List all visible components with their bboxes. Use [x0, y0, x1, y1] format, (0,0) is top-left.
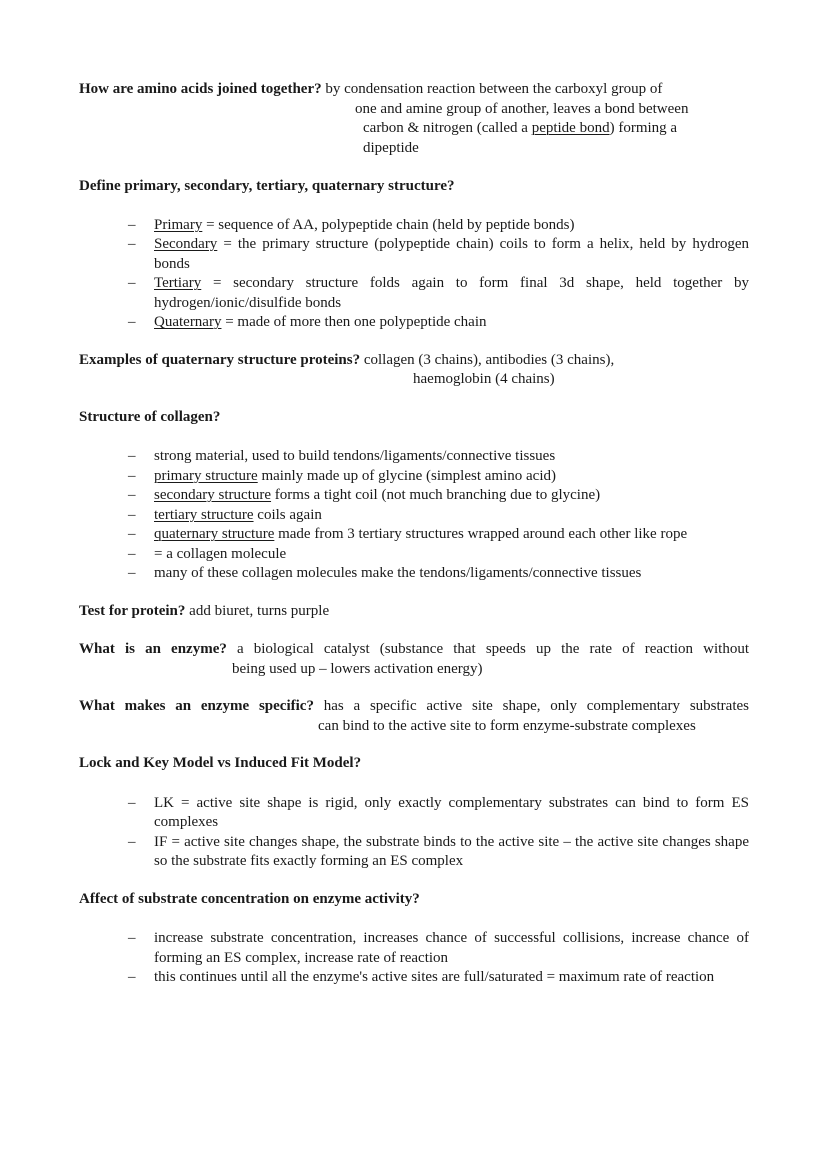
list-item: – quaternary structure made from 3 tertiary structures wrapped around each other like rope: [154, 525, 749, 545]
answer-line: add biuret, turns purple: [189, 602, 330, 619]
question: Affect of substrate concentration on enzyme activity?: [79, 890, 420, 907]
answer-line: carbon & nitrogen (called a peptide bond) forming a: [363, 120, 678, 136]
question: Lock and Key Model vs Induced Fit Model?: [79, 755, 362, 771]
bullet-list: [79, 929, 749, 988]
answer-line: one and amine group of another, leaves a bond between: [355, 100, 689, 117]
qa-enzyme-definition: [79, 640, 749, 679]
list-item: – Secondary = the primary structure (polypeptide chain) coils to form a helix, held by hydrogen bonds: [154, 235, 749, 274]
answer-line: by condensation reaction between the carboxyl group of: [325, 81, 663, 97]
list-item: – strong material, used to build tendons/ligaments/connective tissues: [154, 447, 749, 467]
answer-line: collagen (3 chains), antibodies (3 chains),: [363, 351, 615, 368]
list-item: – increase substrate concentration, increases chance of successful collisions, increase chance of forming an ES complex, increase rate of reaction: [154, 929, 749, 968]
list-item: – LK = active site shape is rigid, only exactly complementary substrates can bind to form ES complexes: [154, 794, 749, 833]
list-item: – primary structure mainly made up of glycine (simplest amino acid): [154, 467, 749, 487]
list-item: – secondary structure forms a tight coil (not much branching due to glycine): [154, 486, 749, 506]
question: Examples of quaternary structure proteins?: [79, 351, 361, 368]
bullet-list: [79, 216, 749, 333]
answer-line: haemoglobin (4 chains): [413, 371, 555, 387]
list-item: – many of these collagen molecules make the tendons/ligaments/connective tissues: [154, 564, 749, 584]
question: How are amino acids joined together?: [79, 81, 322, 97]
bullet-list: [79, 447, 749, 584]
answer-line: being used up – lowers activation energy): [232, 660, 483, 677]
list-item: – tertiary structure coils again: [154, 506, 749, 526]
question: Test for protein?: [79, 602, 186, 619]
underlined-term: peptide bond: [531, 120, 610, 136]
list-item: – Primary = sequence of AA, polypeptide chain (held by peptide bonds): [154, 216, 749, 236]
qa-enzyme-specific: [79, 697, 749, 736]
list-item: – IF = active site changes shape, the substrate binds to the active site – the active site changes shape so the substrate fits exactly forming an ES complex: [154, 833, 749, 872]
question: Structure of collagen?: [79, 408, 221, 425]
list-item: – Tertiary = secondary structure folds again to form final 3d shape, held together by hydrogen/ionic/disulfide bonds: [154, 274, 749, 313]
answer-line: a biological catalyst (substance that speeds up the rate of reaction without: [236, 641, 749, 657]
list-item: – Quaternary = made of more then one polypeptide chain: [154, 313, 749, 333]
answer-line: has a specific active site shape, only complementary substrates: [323, 698, 749, 714]
list-item: – this continues until all the enzyme's active sites are full/saturated = maximum rate of reaction: [154, 968, 749, 988]
question: What makes an enzyme specific?: [79, 698, 314, 714]
qa-quaternary-examples: [79, 351, 749, 390]
answer-line: can bind to the active site to form enzyme-substrate complexes: [318, 717, 696, 734]
question: Define primary, secondary, tertiary, quaternary structure?: [79, 178, 455, 194]
bullet-list: [79, 794, 749, 872]
qa-protein-test: [79, 602, 749, 622]
answer-line: dipeptide: [363, 139, 419, 156]
question: What is an enzyme?: [79, 641, 227, 657]
list-item: – = a collagen molecule: [154, 545, 749, 565]
qa-amino-acids-joined: [79, 80, 749, 158]
